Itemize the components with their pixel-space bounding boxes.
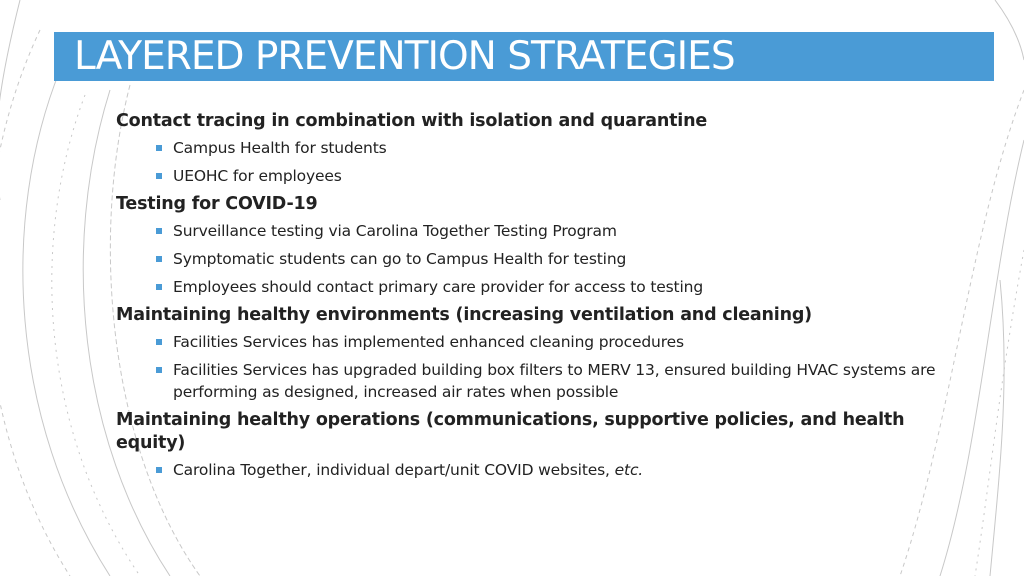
list-item-text: Campus Health for students xyxy=(173,139,387,157)
list-item xyxy=(116,276,976,298)
section-testing xyxy=(116,193,976,298)
list-item xyxy=(116,331,976,353)
list-item xyxy=(116,165,976,187)
section-contact-tracing xyxy=(116,110,976,187)
section-heading: Maintaining healthy operations (communications, supportive policies, and health equity) xyxy=(116,410,905,453)
section-heading: Maintaining healthy environments (increasing ventilation and cleaning) xyxy=(116,305,812,325)
list-item-text: UEOHC for employees xyxy=(173,167,342,185)
section-heading: Contact tracing in combination with isolation and quarantine xyxy=(116,111,708,131)
section-healthy-environments xyxy=(116,304,976,403)
list-item-text: Symptomatic students can go to Campus Health for testing xyxy=(173,250,627,268)
bullet-square-icon xyxy=(156,339,162,345)
list-item-text: Facilities Services has implemented enhanced cleaning procedures xyxy=(173,333,684,351)
list-item-emphasis: etc. xyxy=(614,461,644,479)
list-item-text: Surveillance testing via Carolina Together Testing Program xyxy=(173,222,617,240)
content-body xyxy=(116,110,976,487)
section-healthy-operations xyxy=(116,409,976,481)
bullet-square-icon xyxy=(156,284,162,290)
list-item-text: Employees should contact primary care provider for access to testing xyxy=(173,278,704,296)
bullet-square-icon xyxy=(156,145,162,151)
bullet-square-icon xyxy=(156,256,162,262)
title-bar xyxy=(54,32,994,81)
section-heading: Testing for COVID-19 xyxy=(116,194,318,214)
list-item xyxy=(116,248,976,270)
bullet-square-icon xyxy=(156,467,162,473)
bullet-square-icon xyxy=(156,173,162,179)
bullet-square-icon xyxy=(156,367,162,373)
list-item xyxy=(116,459,976,481)
list-item-text: Carolina Together, individual depart/unit COVID websites, xyxy=(173,461,610,479)
list-item xyxy=(116,137,976,159)
list-item xyxy=(116,359,976,403)
slide-title: LAYERED PREVENTION STRATEGIES xyxy=(74,34,735,79)
list-item xyxy=(116,220,976,242)
bullet-square-icon xyxy=(156,228,162,234)
list-item-text: Facilities Services has upgraded building box filters to MERV 13, ensured building HVAC systems are performing as designed, increased air rates when possible xyxy=(173,361,936,401)
